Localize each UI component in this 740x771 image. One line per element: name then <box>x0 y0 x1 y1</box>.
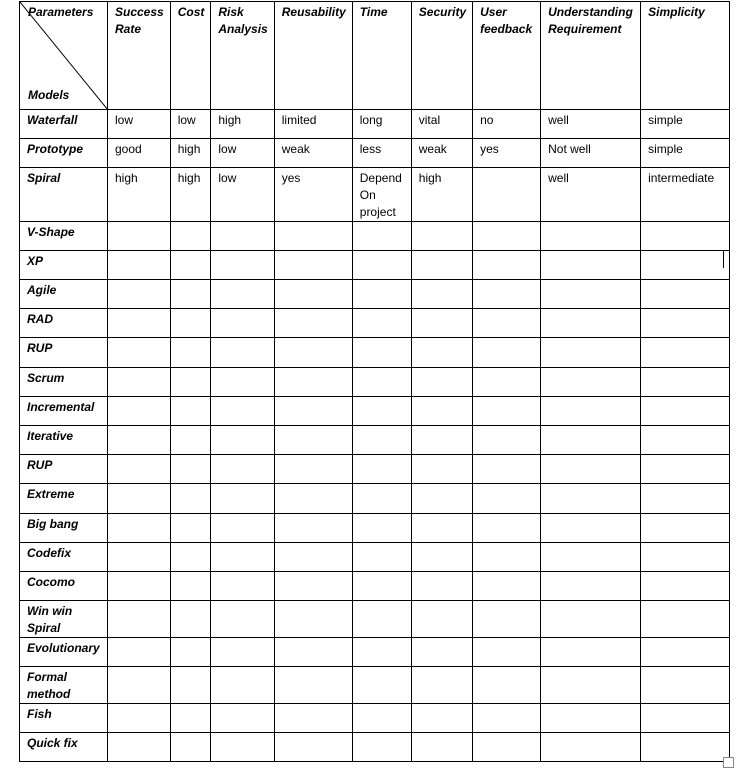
table-cell[interactable] <box>170 484 211 514</box>
table-cell[interactable] <box>411 601 472 638</box>
table-cell[interactable] <box>411 514 472 543</box>
table-row <box>20 368 730 397</box>
table-cell[interactable] <box>641 514 730 543</box>
table-cell[interactable] <box>274 280 352 309</box>
table-cell[interactable]: high <box>211 110 274 139</box>
table-row <box>20 733 730 762</box>
table-cell[interactable] <box>211 601 274 638</box>
table-cell[interactable] <box>274 704 352 733</box>
table-cell[interactable] <box>411 455 472 484</box>
table-cell[interactable] <box>211 484 274 514</box>
table-cell[interactable] <box>108 338 171 368</box>
table-row <box>20 543 730 572</box>
table-cell[interactable]: high <box>170 139 211 168</box>
table-cell[interactable] <box>211 280 274 309</box>
table-cell[interactable] <box>541 572 641 601</box>
table-row <box>20 455 730 484</box>
table-cell[interactable] <box>641 572 730 601</box>
column-header: User feedback <box>473 2 541 110</box>
table-cell[interactable] <box>211 368 274 397</box>
table-cell[interactable] <box>108 426 171 455</box>
table-cell[interactable] <box>170 338 211 368</box>
table-cell[interactable] <box>411 484 472 514</box>
table-cell[interactable] <box>170 426 211 455</box>
table-cell[interactable] <box>641 484 730 514</box>
table-cell[interactable] <box>473 280 541 309</box>
table-cell[interactable]: low <box>211 168 274 222</box>
table-cell[interactable] <box>541 368 641 397</box>
table-cell[interactable] <box>352 484 411 514</box>
table-cell[interactable] <box>411 638 472 667</box>
table-cell[interactable] <box>108 543 171 572</box>
table-cell[interactable]: simple <box>641 110 730 139</box>
table-row <box>20 426 730 455</box>
table-cell[interactable] <box>352 397 411 426</box>
table-cell[interactable] <box>641 426 730 455</box>
table-cell[interactable] <box>274 572 352 601</box>
table-cell[interactable] <box>211 733 274 762</box>
table-cell[interactable] <box>541 455 641 484</box>
table-cell[interactable] <box>170 222 211 251</box>
table-cell[interactable] <box>541 733 641 762</box>
table-cell[interactable] <box>108 397 171 426</box>
table-cell[interactable]: yes <box>473 139 541 168</box>
table-cell[interactable] <box>641 309 730 338</box>
table-cell[interactable] <box>352 514 411 543</box>
table-cell[interactable] <box>274 601 352 638</box>
table-cell[interactable] <box>473 309 541 338</box>
table-row <box>20 168 730 222</box>
table-cell[interactable] <box>641 667 730 704</box>
model-name-cell: Incremental <box>20 397 108 426</box>
model-name-cell: Prototype <box>20 139 108 168</box>
table-cell[interactable] <box>352 601 411 638</box>
table-cell[interactable] <box>170 572 211 601</box>
table-cell[interactable] <box>541 251 641 280</box>
table-row <box>20 251 730 280</box>
table-cell[interactable] <box>352 704 411 733</box>
model-name-cell: Iterative <box>20 426 108 455</box>
table-cell[interactable]: good <box>108 139 171 168</box>
table-cell[interactable] <box>541 309 641 338</box>
table-cell[interactable]: Not well <box>541 139 641 168</box>
table-cell[interactable] <box>541 514 641 543</box>
model-name-cell: Spiral <box>20 168 108 222</box>
header-row <box>20 2 730 110</box>
table-cell[interactable] <box>274 309 352 338</box>
table-cell[interactable] <box>473 572 541 601</box>
table-cell[interactable] <box>211 572 274 601</box>
model-name-cell: Codefix <box>20 543 108 572</box>
table-cell[interactable] <box>411 704 472 733</box>
table-cell[interactable] <box>170 309 211 338</box>
table-cell[interactable] <box>541 426 641 455</box>
table-cell[interactable] <box>108 514 171 543</box>
table-cell[interactable] <box>473 514 541 543</box>
table-cell[interactable] <box>274 222 352 251</box>
table-cell[interactable] <box>473 455 541 484</box>
model-name-cell: Quick fix <box>20 733 108 762</box>
table-cell[interactable] <box>352 251 411 280</box>
table-cell[interactable] <box>274 397 352 426</box>
table-cell[interactable] <box>411 572 472 601</box>
table-cell[interactable] <box>211 426 274 455</box>
models-label: Models <box>28 88 70 102</box>
table-cell[interactable] <box>170 733 211 762</box>
model-name-cell: V-Shape <box>20 222 108 251</box>
column-header: Time <box>352 2 411 110</box>
table-cell[interactable] <box>411 397 472 426</box>
table-cell[interactable] <box>473 484 541 514</box>
table-cell[interactable] <box>274 733 352 762</box>
table-cell[interactable] <box>473 733 541 762</box>
column-header: Understanding Requirement <box>541 2 641 110</box>
table-cell[interactable] <box>211 667 274 704</box>
table-cell[interactable] <box>170 251 211 280</box>
table-cell[interactable] <box>352 455 411 484</box>
table-cell[interactable]: limited <box>274 110 352 139</box>
table-row <box>20 572 730 601</box>
model-name-cell: Win win Spiral <box>20 601 108 638</box>
table-cell[interactable] <box>211 543 274 572</box>
table-cell[interactable]: high <box>411 168 472 222</box>
table-cell[interactable] <box>641 704 730 733</box>
table-cell[interactable] <box>641 251 730 280</box>
table-cell[interactable] <box>170 280 211 309</box>
model-name-cell: RAD <box>20 309 108 338</box>
model-name-cell: XP <box>20 251 108 280</box>
table-cell[interactable]: yes <box>274 168 352 222</box>
table-cell[interactable] <box>641 280 730 309</box>
table-cell[interactable] <box>352 733 411 762</box>
table-cell[interactable] <box>108 251 171 280</box>
table-cell[interactable] <box>473 638 541 667</box>
table-cell[interactable] <box>411 251 472 280</box>
table-cell[interactable]: Depend On project <box>352 168 411 222</box>
table-cell[interactable] <box>473 222 541 251</box>
table-cell[interactable] <box>274 368 352 397</box>
table-row <box>20 638 730 667</box>
table-cell[interactable] <box>541 338 641 368</box>
table-cell[interactable] <box>170 455 211 484</box>
table-cell[interactable] <box>274 426 352 455</box>
table-cell[interactable]: low <box>211 139 274 168</box>
table-cell[interactable] <box>541 667 641 704</box>
table-cell[interactable]: long <box>352 110 411 139</box>
table-cell[interactable] <box>411 667 472 704</box>
table-cell[interactable] <box>411 222 472 251</box>
table-cell[interactable] <box>411 309 472 338</box>
model-name-cell: Waterfall <box>20 110 108 139</box>
model-name-cell: Scrum <box>20 368 108 397</box>
model-name-cell: RUP <box>20 455 108 484</box>
table-cell[interactable] <box>170 638 211 667</box>
table-cell[interactable] <box>274 251 352 280</box>
table-cell[interactable] <box>170 514 211 543</box>
table-cell[interactable]: high <box>170 168 211 222</box>
table-cell[interactable] <box>641 455 730 484</box>
table-cell[interactable] <box>411 368 472 397</box>
table-row <box>20 704 730 733</box>
diagonal-header-cell <box>20 2 108 110</box>
table-cell[interactable] <box>541 280 641 309</box>
table-cell[interactable] <box>274 638 352 667</box>
table-row <box>20 397 730 426</box>
table-row <box>20 309 730 338</box>
table-body <box>20 110 730 762</box>
table-cell[interactable] <box>352 572 411 601</box>
table-cell[interactable] <box>211 251 274 280</box>
model-name-cell: Big bang <box>20 514 108 543</box>
table-cell[interactable] <box>411 338 472 368</box>
comparison-table <box>19 1 730 762</box>
table-cell[interactable] <box>473 667 541 704</box>
table-cell[interactable] <box>541 484 641 514</box>
table-cell[interactable] <box>541 704 641 733</box>
table-cell[interactable] <box>473 397 541 426</box>
table-cell[interactable] <box>352 426 411 455</box>
table-cell[interactable] <box>108 484 171 514</box>
table-cell[interactable] <box>641 397 730 426</box>
table-cell[interactable] <box>211 514 274 543</box>
table-cell[interactable] <box>108 455 171 484</box>
table-cell[interactable] <box>541 543 641 572</box>
parameters-label: Parameters <box>28 5 94 19</box>
table-cell[interactable] <box>211 397 274 426</box>
table-cell[interactable]: weak <box>411 139 472 168</box>
table-cell[interactable]: no <box>473 110 541 139</box>
table-cell[interactable] <box>352 368 411 397</box>
table-cell[interactable] <box>473 368 541 397</box>
table-cell[interactable] <box>641 638 730 667</box>
table-cell[interactable] <box>108 368 171 397</box>
table-row <box>20 514 730 543</box>
table-cell[interactable]: vital <box>411 110 472 139</box>
table-cell[interactable] <box>473 338 541 368</box>
table-cell[interactable] <box>108 601 171 638</box>
column-header: Cost <box>170 2 211 110</box>
table-cell[interactable] <box>108 280 171 309</box>
table-cell[interactable] <box>274 514 352 543</box>
column-header: Security <box>411 2 472 110</box>
table-cell[interactable] <box>352 543 411 572</box>
table-cell[interactable]: simple <box>641 139 730 168</box>
table-cell[interactable] <box>352 222 411 251</box>
table-cell[interactable] <box>170 601 211 638</box>
table-cell[interactable] <box>211 309 274 338</box>
table-cell[interactable] <box>641 733 730 762</box>
table-row <box>20 222 730 251</box>
table-cell[interactable] <box>108 572 171 601</box>
table-cell[interactable] <box>108 638 171 667</box>
table-cell[interactable] <box>411 733 472 762</box>
table-cell[interactable] <box>473 704 541 733</box>
model-name-cell: Cocomo <box>20 572 108 601</box>
table-cell[interactable] <box>108 704 171 733</box>
table-cell[interactable] <box>411 426 472 455</box>
table-cell[interactable] <box>108 733 171 762</box>
table-cell[interactable] <box>274 543 352 572</box>
table-cell[interactable] <box>108 667 171 704</box>
column-header: Reusability <box>274 2 352 110</box>
table-cell[interactable]: less <box>352 139 411 168</box>
table-cell[interactable] <box>211 222 274 251</box>
table-cell[interactable] <box>541 601 641 638</box>
table-cell[interactable] <box>411 543 472 572</box>
table-cell[interactable] <box>211 455 274 484</box>
table-row <box>20 484 730 514</box>
model-name-cell: RUP <box>20 338 108 368</box>
table-cell[interactable] <box>352 280 411 309</box>
table-cell[interactable] <box>211 638 274 667</box>
table-cell[interactable]: well <box>541 110 641 139</box>
table-cell[interactable] <box>541 638 641 667</box>
table-cell[interactable]: low <box>170 110 211 139</box>
table-cell[interactable] <box>274 455 352 484</box>
table-cell[interactable] <box>641 601 730 638</box>
table-cell[interactable] <box>473 601 541 638</box>
table-cell[interactable] <box>352 638 411 667</box>
model-name-cell: Agile <box>20 280 108 309</box>
table-cell[interactable] <box>473 251 541 280</box>
table-cell[interactable] <box>170 368 211 397</box>
table-cell[interactable]: low <box>108 110 171 139</box>
table-cell[interactable] <box>108 222 171 251</box>
table-cell[interactable] <box>641 338 730 368</box>
table-cell[interactable] <box>170 397 211 426</box>
table-row <box>20 110 730 139</box>
table-cell[interactable]: high <box>108 168 171 222</box>
model-name-cell: Extreme <box>20 484 108 514</box>
table-cell[interactable] <box>641 543 730 572</box>
table-cell[interactable] <box>641 368 730 397</box>
table-cell[interactable] <box>170 543 211 572</box>
table-row <box>20 139 730 168</box>
table-cell[interactable] <box>170 704 211 733</box>
table-cell[interactable] <box>211 338 274 368</box>
table-cell[interactable] <box>541 397 641 426</box>
table-cell[interactable] <box>274 667 352 704</box>
table-cell[interactable]: intermediate <box>641 168 730 222</box>
table-cell[interactable] <box>352 338 411 368</box>
table-row <box>20 601 730 638</box>
model-name-cell: Evolutionary <box>20 638 108 667</box>
model-name-cell: Fish <box>20 704 108 733</box>
table-cell[interactable] <box>641 222 730 251</box>
table-row <box>20 667 730 704</box>
table-cell[interactable] <box>352 667 411 704</box>
table-row <box>20 338 730 368</box>
table-cell[interactable]: well <box>541 168 641 222</box>
table-cell[interactable] <box>274 338 352 368</box>
table-cell[interactable] <box>411 280 472 309</box>
table-cell[interactable] <box>473 543 541 572</box>
table-cell[interactable]: weak <box>274 139 352 168</box>
table-row <box>20 280 730 309</box>
column-header: Success Rate <box>108 2 171 110</box>
table-cell[interactable] <box>108 309 171 338</box>
table-cell[interactable] <box>352 309 411 338</box>
table-cell[interactable] <box>473 426 541 455</box>
table-cell[interactable] <box>541 222 641 251</box>
table-cell[interactable] <box>170 667 211 704</box>
table-cell[interactable] <box>274 484 352 514</box>
table-cell[interactable] <box>473 168 541 222</box>
model-name-cell: Formal method <box>20 667 108 704</box>
column-header: Risk Analysis <box>211 2 274 110</box>
text-cursor <box>723 251 724 268</box>
resize-handle[interactable] <box>723 757 734 768</box>
table-cell[interactable] <box>211 704 274 733</box>
column-header: Simplicity <box>641 2 730 110</box>
